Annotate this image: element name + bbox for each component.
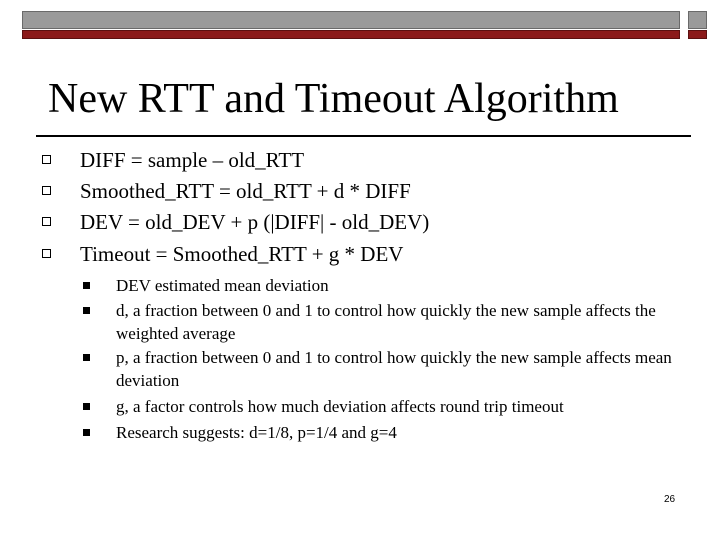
bullet-item (0, 146, 720, 175)
title-divider (36, 135, 691, 137)
corner-gray-block (688, 11, 707, 29)
bullet-text: Timeout = Smoothed_RTT + g * DEV (80, 242, 404, 266)
corner-red-block (688, 30, 707, 39)
sub-bullet-text: Research suggests: d=1/8, p=1/4 and g=4 (116, 423, 397, 442)
bullet-item (0, 177, 720, 206)
bullet-text: Smoothed_RTT = old_RTT + d * DIFF (80, 179, 411, 203)
bullet-item (0, 208, 720, 237)
hollow-square-icon (42, 249, 51, 258)
filled-square-icon (83, 403, 90, 410)
hollow-square-icon (42, 155, 51, 164)
sub-bullet-text: d, a fraction between 0 and 1 to control how quickly the new sample affects the weighted average (116, 301, 656, 343)
slide-title: New RTT and Timeout Algorithm (48, 76, 619, 122)
filled-square-icon (83, 354, 90, 361)
sub-bullet-text: DEV estimated mean deviation (116, 276, 329, 295)
top-corner-decoration (688, 11, 707, 39)
hollow-square-icon (42, 217, 51, 226)
bullet-text: DEV = old_DEV + p (|DIFF| - old_DEV) (80, 210, 430, 234)
sub-bullet-text: p, a fraction between 0 and 1 to control how quickly the new sample affects mean deviation (116, 348, 672, 390)
top-red-bar (22, 30, 680, 39)
filled-square-icon (83, 282, 90, 289)
sub-bullet-text: g, a factor controls how much deviation affects round trip timeout (116, 397, 564, 416)
bullet-text: DIFF = sample – old_RTT (80, 148, 305, 172)
top-decoration-bar (22, 11, 680, 39)
filled-square-icon (83, 307, 90, 314)
bullet-item (0, 240, 720, 269)
page-number: 26 (664, 494, 676, 505)
hollow-square-icon (42, 186, 51, 195)
filled-square-icon (83, 429, 90, 436)
top-gray-bar (22, 11, 680, 29)
